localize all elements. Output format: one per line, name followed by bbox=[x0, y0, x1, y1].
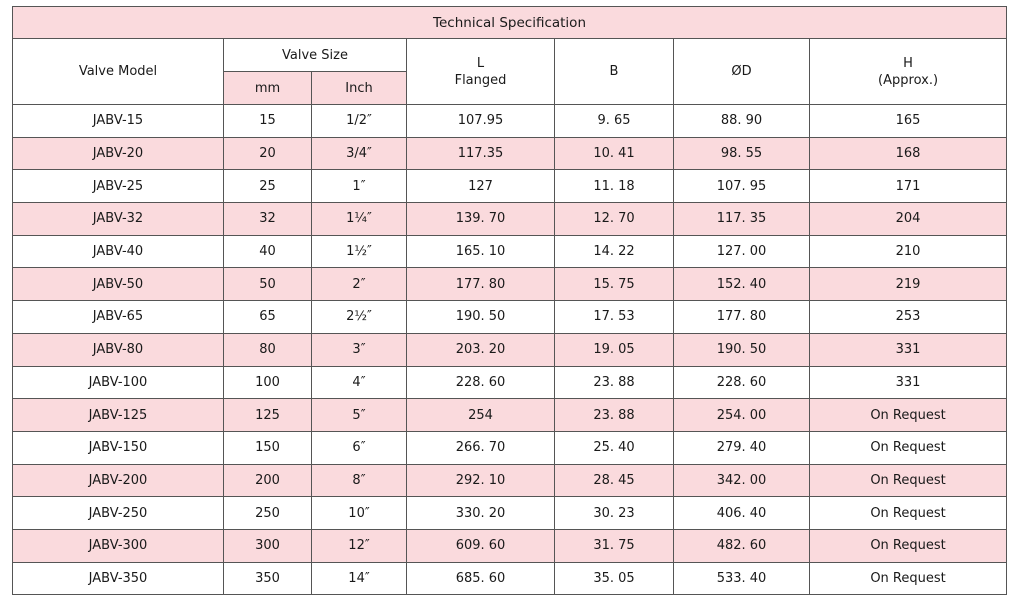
cell-b: 30. 23 bbox=[555, 497, 674, 530]
cell-od: 127. 00 bbox=[674, 235, 810, 268]
cell-size-inch: 8″ bbox=[312, 464, 407, 497]
cell-valve-model: JABV-350 bbox=[13, 562, 224, 595]
cell-od: 98. 55 bbox=[674, 137, 810, 170]
cell-size-inch: 10″ bbox=[312, 497, 407, 530]
cell-size-inch: 1¼″ bbox=[312, 203, 407, 236]
cell-od: 482. 60 bbox=[674, 529, 810, 562]
cell-b: 23. 88 bbox=[555, 366, 674, 399]
header-mm: mm bbox=[224, 72, 312, 105]
cell-h: 168 bbox=[810, 137, 1007, 170]
cell-size-inch: 1½″ bbox=[312, 235, 407, 268]
cell-l-flanged: 266. 70 bbox=[407, 431, 555, 464]
cell-h: 210 bbox=[810, 235, 1007, 268]
cell-b: 11. 18 bbox=[555, 170, 674, 203]
cell-od: 342. 00 bbox=[674, 464, 810, 497]
table-row bbox=[13, 235, 1007, 268]
cell-l-flanged: 139. 70 bbox=[407, 203, 555, 236]
cell-h: 331 bbox=[810, 333, 1007, 366]
cell-b: 17. 53 bbox=[555, 301, 674, 334]
cell-valve-model: JABV-250 bbox=[13, 497, 224, 530]
cell-size-mm: 250 bbox=[224, 497, 312, 530]
table-row bbox=[13, 431, 1007, 464]
table-row bbox=[13, 268, 1007, 301]
table-row bbox=[13, 529, 1007, 562]
cell-h: 219 bbox=[810, 268, 1007, 301]
cell-l-flanged: 292. 10 bbox=[407, 464, 555, 497]
cell-l-flanged: 127 bbox=[407, 170, 555, 203]
cell-valve-model: JABV-65 bbox=[13, 301, 224, 334]
cell-od: 152. 40 bbox=[674, 268, 810, 301]
header-h-sub: (Approx.) bbox=[878, 72, 939, 88]
cell-size-inch: 14″ bbox=[312, 562, 407, 595]
header-h: H bbox=[903, 55, 913, 71]
cell-size-mm: 65 bbox=[224, 301, 312, 334]
cell-l-flanged: 117.35 bbox=[407, 137, 555, 170]
cell-od: 190. 50 bbox=[674, 333, 810, 366]
cell-size-inch: 3/4″ bbox=[312, 137, 407, 170]
cell-size-mm: 100 bbox=[224, 366, 312, 399]
cell-l-flanged: 190. 50 bbox=[407, 301, 555, 334]
cell-h: On Request bbox=[810, 464, 1007, 497]
cell-b: 15. 75 bbox=[555, 268, 674, 301]
header-valve-size: Valve Size bbox=[224, 39, 407, 72]
table-row bbox=[13, 562, 1007, 595]
header-l-flanged bbox=[407, 39, 555, 105]
table-title: Technical Specification bbox=[13, 7, 1007, 39]
cell-od: 177. 80 bbox=[674, 301, 810, 334]
cell-b: 25. 40 bbox=[555, 431, 674, 464]
header-od: ØD bbox=[674, 39, 810, 105]
cell-od: 88. 90 bbox=[674, 105, 810, 138]
cell-l-flanged: 330. 20 bbox=[407, 497, 555, 530]
cell-valve-model: JABV-125 bbox=[13, 399, 224, 432]
cell-b: 14. 22 bbox=[555, 235, 674, 268]
cell-b: 12. 70 bbox=[555, 203, 674, 236]
cell-h: On Request bbox=[810, 399, 1007, 432]
cell-valve-model: JABV-80 bbox=[13, 333, 224, 366]
cell-b: 35. 05 bbox=[555, 562, 674, 595]
header-h-approx bbox=[810, 39, 1007, 105]
cell-l-flanged: 107.95 bbox=[407, 105, 555, 138]
cell-size-mm: 40 bbox=[224, 235, 312, 268]
cell-valve-model: JABV-200 bbox=[13, 464, 224, 497]
table-row bbox=[13, 137, 1007, 170]
cell-size-inch: 2″ bbox=[312, 268, 407, 301]
cell-size-inch: 2½″ bbox=[312, 301, 407, 334]
cell-od: 228. 60 bbox=[674, 366, 810, 399]
cell-valve-model: JABV-32 bbox=[13, 203, 224, 236]
cell-size-inch: 1/2″ bbox=[312, 105, 407, 138]
table-row bbox=[13, 170, 1007, 203]
cell-valve-model: JABV-25 bbox=[13, 170, 224, 203]
cell-od: 254. 00 bbox=[674, 399, 810, 432]
cell-h: On Request bbox=[810, 562, 1007, 595]
cell-od: 406. 40 bbox=[674, 497, 810, 530]
table-row bbox=[13, 203, 1007, 236]
cell-h: On Request bbox=[810, 497, 1007, 530]
cell-valve-model: JABV-150 bbox=[13, 431, 224, 464]
cell-b: 9. 65 bbox=[555, 105, 674, 138]
cell-size-inch: 4″ bbox=[312, 366, 407, 399]
table-row bbox=[13, 301, 1007, 334]
header-l-sub: Flanged bbox=[454, 72, 507, 88]
cell-od: 279. 40 bbox=[674, 431, 810, 464]
cell-size-mm: 25 bbox=[224, 170, 312, 203]
cell-l-flanged: 609. 60 bbox=[407, 529, 555, 562]
cell-b: 31. 75 bbox=[555, 529, 674, 562]
cell-size-mm: 350 bbox=[224, 562, 312, 595]
cell-size-inch: 5″ bbox=[312, 399, 407, 432]
cell-l-flanged: 685. 60 bbox=[407, 562, 555, 595]
cell-l-flanged: 254 bbox=[407, 399, 555, 432]
cell-valve-model: JABV-50 bbox=[13, 268, 224, 301]
cell-size-inch: 1″ bbox=[312, 170, 407, 203]
cell-size-mm: 32 bbox=[224, 203, 312, 236]
table-row bbox=[13, 366, 1007, 399]
cell-valve-model: JABV-100 bbox=[13, 366, 224, 399]
cell-size-inch: 12″ bbox=[312, 529, 407, 562]
table-row bbox=[13, 105, 1007, 138]
title-row bbox=[13, 7, 1007, 39]
cell-h: 331 bbox=[810, 366, 1007, 399]
header-valve-model: Valve Model bbox=[13, 39, 224, 105]
cell-l-flanged: 177. 80 bbox=[407, 268, 555, 301]
cell-b: 19. 05 bbox=[555, 333, 674, 366]
cell-od: 117. 35 bbox=[674, 203, 810, 236]
cell-l-flanged: 165. 10 bbox=[407, 235, 555, 268]
cell-size-mm: 300 bbox=[224, 529, 312, 562]
cell-h: 253 bbox=[810, 301, 1007, 334]
technical-specification-table bbox=[12, 6, 1007, 595]
cell-h: 171 bbox=[810, 170, 1007, 203]
cell-h: On Request bbox=[810, 431, 1007, 464]
cell-size-mm: 50 bbox=[224, 268, 312, 301]
cell-valve-model: JABV-20 bbox=[13, 137, 224, 170]
cell-b: 10. 41 bbox=[555, 137, 674, 170]
cell-h: On Request bbox=[810, 529, 1007, 562]
cell-od: 107. 95 bbox=[674, 170, 810, 203]
cell-size-mm: 80 bbox=[224, 333, 312, 366]
cell-l-flanged: 228. 60 bbox=[407, 366, 555, 399]
header-b: B bbox=[555, 39, 674, 105]
header-inch: Inch bbox=[312, 72, 407, 105]
header-l: L bbox=[476, 55, 485, 71]
cell-b: 23. 88 bbox=[555, 399, 674, 432]
cell-size-inch: 6″ bbox=[312, 431, 407, 464]
table-row bbox=[13, 497, 1007, 530]
header-row bbox=[13, 39, 1007, 72]
cell-size-mm: 125 bbox=[224, 399, 312, 432]
cell-size-mm: 150 bbox=[224, 431, 312, 464]
cell-h: 165 bbox=[810, 105, 1007, 138]
cell-size-mm: 200 bbox=[224, 464, 312, 497]
cell-od: 533. 40 bbox=[674, 562, 810, 595]
cell-size-inch: 3″ bbox=[312, 333, 407, 366]
cell-valve-model: JABV-300 bbox=[13, 529, 224, 562]
table-body bbox=[13, 105, 1007, 595]
cell-h: 204 bbox=[810, 203, 1007, 236]
cell-b: 28. 45 bbox=[555, 464, 674, 497]
cell-valve-model: JABV-40 bbox=[13, 235, 224, 268]
cell-size-mm: 15 bbox=[224, 105, 312, 138]
cell-size-mm: 20 bbox=[224, 137, 312, 170]
cell-valve-model: JABV-15 bbox=[13, 105, 224, 138]
table-row bbox=[13, 399, 1007, 432]
cell-l-flanged: 203. 20 bbox=[407, 333, 555, 366]
table-row bbox=[13, 333, 1007, 366]
table-row bbox=[13, 464, 1007, 497]
